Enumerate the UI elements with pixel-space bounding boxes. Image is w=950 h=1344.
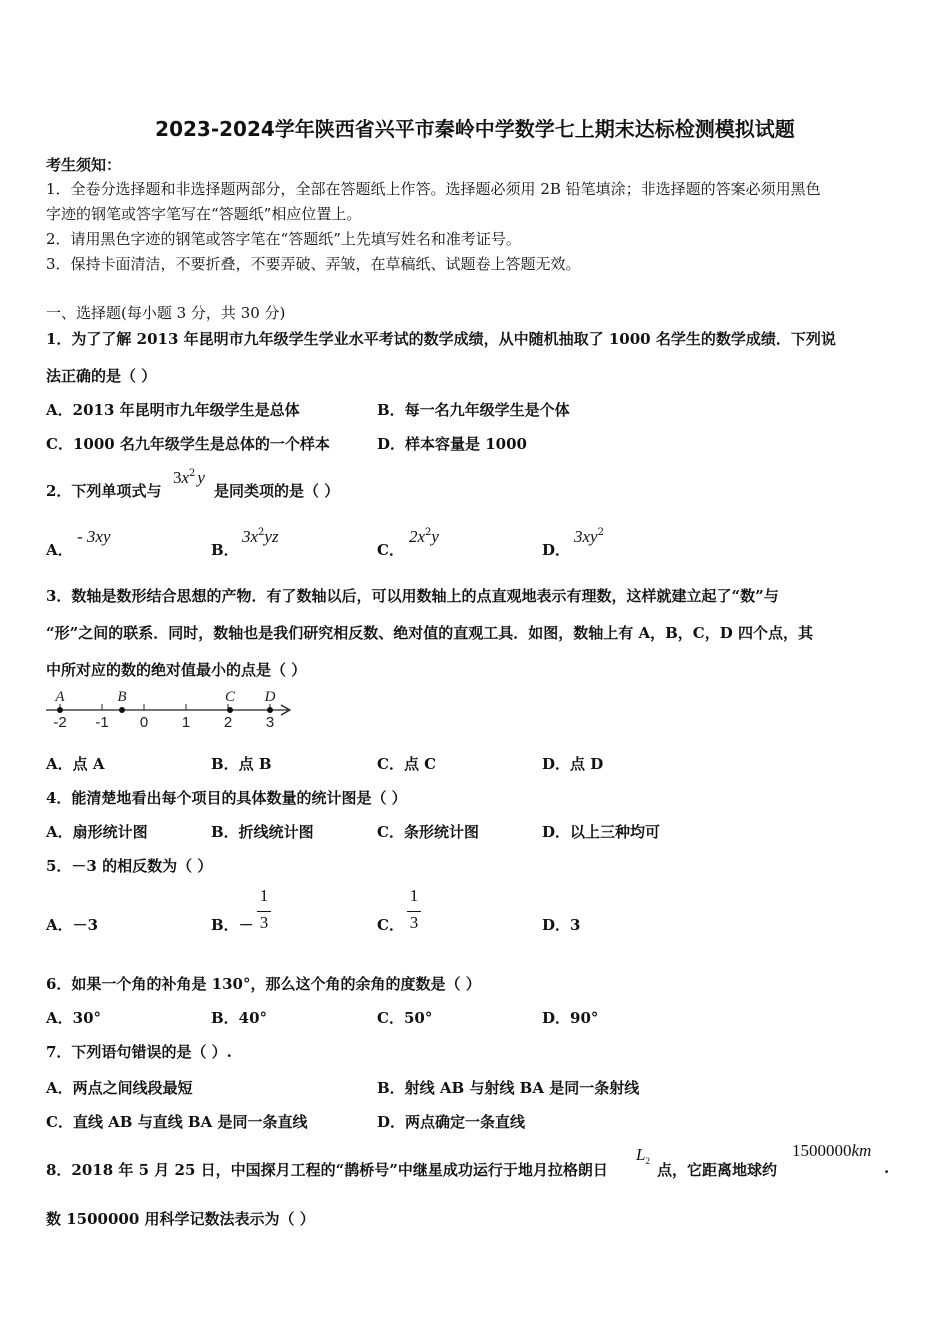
q5-option-a: A．－3 <box>46 916 99 934</box>
axis-point <box>267 707 273 713</box>
axis-tick-label: -1 <box>95 714 109 731</box>
q8-distance-number: 1500000 <box>792 1141 852 1160</box>
q8-distance <box>792 1141 871 1161</box>
q2-option-d-sup: 2 <box>597 527 604 538</box>
axis-tick-label: 0 <box>139 714 149 731</box>
axis-tick-label: 3 <box>265 714 275 731</box>
axis-point <box>227 707 233 713</box>
q2-expr-exp: 2 <box>189 468 196 479</box>
q8-stem-a: 8．2018 年 5 月 25 日，中国探月工程的“鹊桥号”中继星成功运行于地月拉格朗日 <box>46 1161 608 1179</box>
q7-option-d: D．两点确定一条直线 <box>377 1113 526 1131</box>
q4-option-a: A．扇形统计图 <box>46 823 148 841</box>
axis-point <box>57 707 63 713</box>
q3-stem-a: 3．数轴是数形结合思想的产物．有了数轴以后，可以用数轴上的点直观地表示有理数，这样就建立起了“数”与 <box>46 587 779 605</box>
q8-distance-unit: km <box>851 1141 872 1160</box>
q4-option-c: C．条形统计图 <box>377 823 479 841</box>
q5-option-c-fraction-bar <box>407 911 421 912</box>
q7-option-b: B．射线 AB 与射线 BA 是同一条射线 <box>377 1079 640 1097</box>
notice-line-1b: 字迹的钢笔或答字笔写在“答题纸”相应位置上。 <box>46 205 362 223</box>
q2-option-d-expr <box>574 527 604 547</box>
q5-option-c-numerator: 1 <box>409 886 419 905</box>
q2-option-b-b: yz <box>264 527 279 546</box>
q5-option-b-numerator: 1 <box>259 886 269 905</box>
q5-option-c-denominator: 3 <box>409 913 419 932</box>
q8-l-sub: 2 <box>645 1156 650 1167</box>
q2-option-c-b: y <box>431 527 439 546</box>
q5-option-c-label: C． <box>377 916 404 934</box>
notice-line-2: 2．请用黑色字迹的钢笔或答字笔在“答题纸”上先填写姓名和准考证号。 <box>46 230 521 248</box>
q2-option-b-a: 3x <box>242 527 259 546</box>
q6-stem: 6．如果一个角的补角是 130°，那么这个角的余角的度数是（ ） <box>46 975 481 993</box>
q8-stem-end: . <box>884 1159 890 1177</box>
axis-point <box>119 707 125 713</box>
q2-option-b-sup: 2 <box>258 527 265 538</box>
axis-tick-label: 1 <box>181 714 191 731</box>
q3-stem-c: 中所对应的数的绝对值最小的点是（ ） <box>46 661 307 679</box>
page-title: 2023-2024学年陕西省兴平市秦岭中学数学七上期末达标检测模拟试题 <box>155 117 795 141</box>
q2-expr-coef: 3 <box>173 468 182 487</box>
q3-option-c: C．点 C <box>377 755 437 773</box>
q1-option-b: B．每一名九年级学生是个体 <box>377 401 570 419</box>
q2-option-a-expr: - 3xy <box>77 527 111 546</box>
axis-tick-label: -2 <box>53 714 67 731</box>
q1-option-a: A．2013 年昆明市九年级学生是总体 <box>46 401 300 419</box>
q1-option-c: C．1000 名九年级学生是总体的一个样本 <box>46 435 330 453</box>
q5-option-b-fraction-bar <box>257 911 271 912</box>
q2-expression <box>173 468 205 488</box>
q5-option-b-denominator: 3 <box>259 913 269 932</box>
q4-stem: 4．能清楚地看出每个项目的具体数量的统计图是（ ） <box>46 789 407 807</box>
q3-stem-b: “形”之间的联系．同时，数轴也是我们研究相反数、绝对值的直观工具．如图，数轴上有 A，B，C，D 四个点，其 <box>46 624 813 642</box>
q6-option-c: C．50° <box>377 1009 433 1027</box>
q5-option-d: D．3 <box>542 916 581 934</box>
q2-option-d-a: 3xy <box>574 527 598 546</box>
q1-option-d: D．样本容量是 1000 <box>377 435 527 453</box>
q2-option-a-label: A． <box>46 541 73 559</box>
axis-point-label: C <box>224 689 236 705</box>
q6-option-d: D．90° <box>542 1009 599 1027</box>
q6-option-b: B．40° <box>211 1009 268 1027</box>
q5-stem: 5．－3 的相反数为（ ） <box>46 857 213 875</box>
section-heading: 一、选择题(每小题 3 分，共 30 分) <box>46 304 286 322</box>
q7-option-c: C．直线 AB 与直线 BA 是同一条直线 <box>46 1113 308 1131</box>
number-line-figure <box>40 686 300 734</box>
q2-option-b-label: B． <box>211 541 239 559</box>
q2-stem-pre: 2．下列单项式与 <box>46 482 162 500</box>
axis-tick-label: 2 <box>223 714 233 731</box>
q5-option-b-label: B．－ <box>211 916 254 934</box>
notice-heading: 考生须知： <box>46 156 122 174</box>
notice-line-1a: 1．全卷分选择题和非选择题两部分，全部在答题纸上作答。选择题必须用 2B 铅笔填涂；非选择题的答案必须用黑色 <box>46 180 821 198</box>
q6-option-a: A．30° <box>46 1009 102 1027</box>
q2-option-b-expr <box>242 527 279 547</box>
q2-option-c-a: 2x <box>409 527 426 546</box>
q2-option-c-label: C． <box>377 541 404 559</box>
q7-stem: 7．下列语句错误的是（ ）. <box>46 1043 232 1061</box>
q3-option-a: A．点 A <box>46 755 105 773</box>
q8-stem-c: 数 1500000 用科学记数法表示为（ ） <box>46 1210 315 1228</box>
q4-option-b: B．折线统计图 <box>211 823 314 841</box>
q1-stem-a: 1．为了了解 2013 年昆明市九年级学生学业水平考试的数学成绩，从中随机抽取了 1000 名学生的数学成绩．下列说 <box>46 330 836 348</box>
axis-point-label: D <box>264 689 276 705</box>
axis-point-label: A <box>55 689 65 705</box>
q8-l: L <box>636 1145 646 1164</box>
notice-line-3: 3．保持卡面清洁，不要折叠，不要弄破、弄皱，在草稿纸、试题卷上答题无效。 <box>46 255 581 273</box>
q2-option-c-sup: 2 <box>425 527 432 538</box>
q2-stem-post: 是同类项的是（ ） <box>214 482 340 500</box>
q3-option-d: D．点 D <box>542 755 604 773</box>
axis-point-label: B <box>117 689 127 705</box>
q2-option-c-expr <box>409 527 439 547</box>
q1-stem-b: 法正确的是（ ） <box>46 367 157 385</box>
q7-option-a: A．两点之间线段最短 <box>46 1079 193 1097</box>
q2-expr-y: y <box>197 468 205 487</box>
q2-expr-x: x <box>181 468 190 487</box>
q8-stem-b: 点，它距离地球约 <box>657 1161 778 1179</box>
q3-option-b: B．点 B <box>211 755 272 773</box>
q4-option-d: D．以上三种均可 <box>542 823 661 841</box>
q2-option-d-label: D． <box>542 541 571 559</box>
q8-lagrange-point <box>636 1145 650 1166</box>
